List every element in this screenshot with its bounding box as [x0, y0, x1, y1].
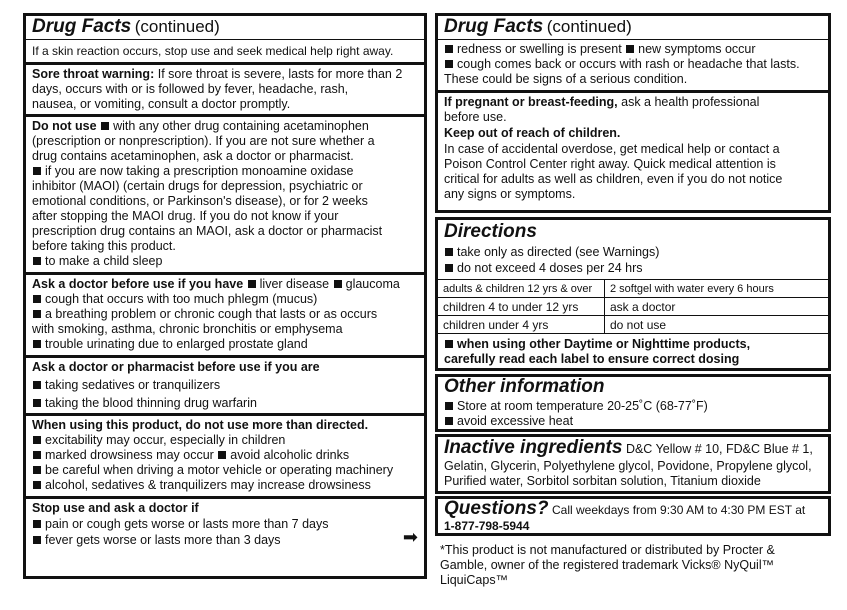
when-using-text: marked drowsiness may occur [45, 448, 214, 462]
directions-line-1 [444, 245, 824, 260]
right-heading [444, 17, 824, 37]
inactive-text: D&C Yellow # 10, FD&C Blue # 1, [625, 442, 813, 456]
bullet-icon [248, 280, 256, 288]
keep-out-of-reach: Keep out of reach of children. [444, 126, 621, 140]
stop-use-line-1 [32, 517, 420, 532]
stop-use-line-2 [32, 533, 420, 548]
directions-text: do not exceed 4 doses per 24 hrs [457, 261, 643, 275]
do-not-use-line-1 [32, 119, 420, 134]
sore-throat-text: If sore throat is severe, lasts for more than 2 [157, 67, 403, 81]
directions-warning-text: when using other Daytime or Nighttime products, [457, 337, 751, 351]
bullet-icon [334, 280, 342, 288]
divider [26, 496, 424, 499]
ask-doctor-label: Ask a doctor before use if you have [32, 277, 244, 291]
skin-reaction-text: If a skin reaction occurs, stop use and seek medical help right away. [32, 44, 394, 58]
bullet-icon [33, 451, 41, 459]
ask-pharmacist-line-1 [32, 378, 420, 393]
bullet-icon [445, 417, 453, 425]
do-not-use-label: Do not use [32, 119, 97, 133]
divider [26, 39, 424, 40]
inactive-heading: Inactive ingredients [444, 437, 623, 458]
stop-use-text: cough comes back or occurs with rash or headache that lasts. [457, 57, 800, 71]
other-info-text: avoid excessive heat [457, 414, 574, 428]
when-using-line-4 [32, 478, 420, 493]
questions-text: Call weekdays from 9:30 AM to 4:30 PM EST at [552, 503, 806, 517]
ask-doctor-text: cough that occurs with too much phlegm (mucus) [45, 292, 318, 306]
pregnant-text: ask a health professional [621, 95, 760, 109]
table-rule [438, 297, 828, 298]
do-not-use-line-8: prescription drug contains an MAOI, ask a doctor or pharmacist [32, 224, 383, 238]
when-using-text: be careful when driving a motor vehicle or operating machinery [45, 463, 394, 477]
bullet-icon [33, 257, 41, 265]
questions-line-1 [444, 499, 824, 520]
bullet-icon [33, 399, 41, 407]
ask-pharmacist-line-2 [32, 396, 420, 411]
ask-doctor-line-1 [32, 277, 420, 292]
stop-use-text: new symptoms occur [638, 42, 756, 56]
bullet-icon [626, 45, 634, 53]
stop-use-cont-line-1 [444, 42, 824, 57]
when-using-text: alcohol, sedatives & tranquilizers may increase drowsiness [45, 478, 371, 492]
do-not-use-line-4 [32, 164, 420, 179]
ask-doctor-line-5 [32, 337, 420, 352]
right-heading-title: Drug Facts [444, 16, 544, 37]
bullet-icon [218, 451, 226, 459]
do-not-use-text: with any other drug containing acetaminophen [113, 119, 369, 133]
sore-throat-line-1 [32, 67, 420, 82]
questions-phone: 1-877-798-5944 [444, 519, 530, 533]
when-using-text: excitability may occur, especially in children [45, 433, 286, 447]
left-heading-continued: (continued) [134, 17, 220, 36]
do-not-use-line-5: inhibitor (MAOI) (certain drugs for depression, psychiatric or [32, 179, 363, 193]
pregnant-line-1 [444, 95, 824, 110]
dosage-age-cell: children under 4 yrs [443, 318, 549, 332]
sore-throat-label: Sore throat warning: [32, 67, 155, 81]
dosage-dose-cell: ask a doctor [610, 300, 676, 314]
table-rule [438, 333, 828, 334]
left-heading [32, 17, 420, 37]
bullet-icon [33, 310, 41, 318]
left-heading-title: Drug Facts [32, 16, 132, 37]
directions-warning-line-2: carefully read each label to ensure correct dosing [444, 352, 740, 366]
divider [438, 90, 828, 93]
when-using-line-1 [32, 433, 420, 448]
divider [26, 114, 424, 117]
questions-heading: Questions? [444, 498, 549, 519]
bullet-icon [33, 536, 41, 544]
bullet-icon [445, 60, 453, 68]
when-using-text: avoid alcoholic drinks [230, 448, 350, 462]
do-not-use-text: to make a child sleep [45, 254, 163, 268]
questions-panel [435, 496, 831, 536]
table-column-divider [604, 279, 605, 333]
stop-use-cont-line-2 [444, 57, 824, 72]
divider [26, 355, 424, 358]
dosage-age-cell: children 4 to under 12 yrs [443, 300, 579, 314]
right-heading-continued: (continued) [546, 17, 632, 36]
divider [26, 413, 424, 416]
directions-panel [435, 217, 831, 371]
when-using-line-3 [32, 463, 420, 478]
other-info-line-2 [444, 414, 824, 429]
do-not-use-line-9: before taking this product. [32, 239, 176, 253]
other-info-line-1 [444, 399, 824, 414]
other-info-text: Store at room temperature 20-25˚C (68-77˚F) [457, 399, 708, 413]
ask-doctor-text: trouble urinating due to enlarged prostate gland [45, 337, 308, 351]
ask-doctor-line-4: with smoking, asthma, chronic bronchitis or emphysema [32, 322, 343, 336]
bullet-icon [445, 45, 453, 53]
directions-line-2 [444, 261, 824, 276]
stop-use-label: Stop use and ask a doctor if [32, 501, 199, 515]
pregnant-line-2: before use. [444, 110, 507, 124]
bullet-icon [33, 466, 41, 474]
ask-pharmacist-label: Ask a doctor or pharmacist before use if you are [32, 360, 320, 374]
inactive-line-3: Purified water, Sorbitol sorbitan solution, Titanium dioxide [444, 474, 761, 488]
sore-throat-line-2: days, occurs with or is followed by fever, headache, rash, [32, 82, 349, 96]
bullet-icon [33, 295, 41, 303]
continue-arrow-icon: ➡ [402, 527, 418, 547]
bullet-icon [33, 167, 41, 175]
ask-doctor-line-3 [32, 307, 420, 322]
do-not-use-line-3: drug contains acetaminophen, ask a doctor or pharmacist. [32, 149, 354, 163]
stop-use-text: pain or cough gets worse or lasts more than 7 days [45, 517, 329, 531]
inactive-ingredients-panel [435, 434, 831, 494]
table-rule [438, 279, 828, 280]
dosage-dose-cell: 2 softgel with water every 6 hours [610, 283, 774, 295]
right-drug-facts-panel [435, 13, 831, 213]
inactive-line-2: Gelatin, Glycerin, Polyethylene glycol, Povidone, Propylene glycol, [444, 459, 812, 473]
directions-warning-line-1 [444, 337, 824, 352]
bullet-icon [33, 381, 41, 389]
ask-doctor-text: glaucoma [345, 277, 400, 291]
do-not-use-line-7: after stopping the MAOI drug. If you do not know if your [32, 209, 339, 223]
bullet-icon [445, 340, 453, 348]
left-drug-facts-panel [23, 13, 427, 579]
divider [438, 39, 828, 40]
sore-throat-line-3: nausea, or vomiting, consult a doctor promptly. [32, 97, 291, 111]
ask-doctor-text: a breathing problem or chronic cough that lasts or as occurs [45, 307, 378, 321]
stop-use-text: fever gets worse or lasts more than 3 days [45, 533, 281, 547]
dosage-dose-cell: do not use [610, 318, 667, 332]
do-not-use-line-2: (prescription or nonprescription). If you are not sure whether a [32, 134, 375, 148]
bullet-icon [445, 402, 453, 410]
bullet-icon [445, 264, 453, 272]
footnote-line-2: Gamble, owner of the registered trademark Vicks® NyQuil™ [440, 558, 775, 572]
when-using-line-2 [32, 448, 420, 463]
bullet-icon [33, 481, 41, 489]
other-info-heading: Other information [444, 376, 605, 397]
when-using-label: When using this product, do not use more than directed. [32, 418, 369, 432]
pregnant-label: If pregnant or breast-feeding, [444, 95, 618, 109]
overdose-line-3: critical for adults as well as children, even if you do not notice [444, 172, 783, 186]
do-not-use-line-10 [32, 254, 420, 269]
bullet-icon [33, 520, 41, 528]
divider [26, 272, 424, 275]
stop-use-cont-line-3: These could be signs of a serious condition. [444, 72, 688, 86]
bullet-icon [33, 340, 41, 348]
directions-heading: Directions [444, 221, 537, 242]
inactive-line-1 [444, 438, 824, 459]
ask-doctor-text: liver disease [259, 277, 330, 291]
other-information-panel [435, 374, 831, 432]
stop-use-text: redness or swelling is present [457, 42, 622, 56]
bullet-icon [33, 436, 41, 444]
bullet-icon [445, 248, 453, 256]
footnote-line-1: *This product is not manufactured or distributed by Procter & [440, 543, 775, 557]
do-not-use-line-6: emotional conditions, or Parkinson's disease), or for 2 weeks [32, 194, 368, 208]
do-not-use-text: if you are now taking a prescription monoamine oxidase [45, 164, 354, 178]
ask-pharmacist-text: taking the blood thinning drug warfarin [45, 396, 257, 410]
overdose-line-4: any signs or symptoms. [444, 187, 576, 201]
ask-doctor-line-2 [32, 292, 420, 307]
dosage-age-cell: adults & children 12 yrs & over [443, 283, 593, 295]
ask-pharmacist-text: taking sedatives or tranquilizers [45, 378, 221, 392]
directions-text: take only as directed (see Warnings) [457, 245, 660, 259]
overdose-line-2: Poison Control Center right away. Quick medical attention is [444, 157, 776, 171]
bullet-icon [101, 122, 109, 130]
divider [26, 62, 424, 65]
overdose-line-1: In case of accidental overdose, get medical help or contact a [444, 142, 780, 156]
footnote-line-3: LiquiCaps™ [440, 573, 509, 587]
table-rule [438, 315, 828, 316]
